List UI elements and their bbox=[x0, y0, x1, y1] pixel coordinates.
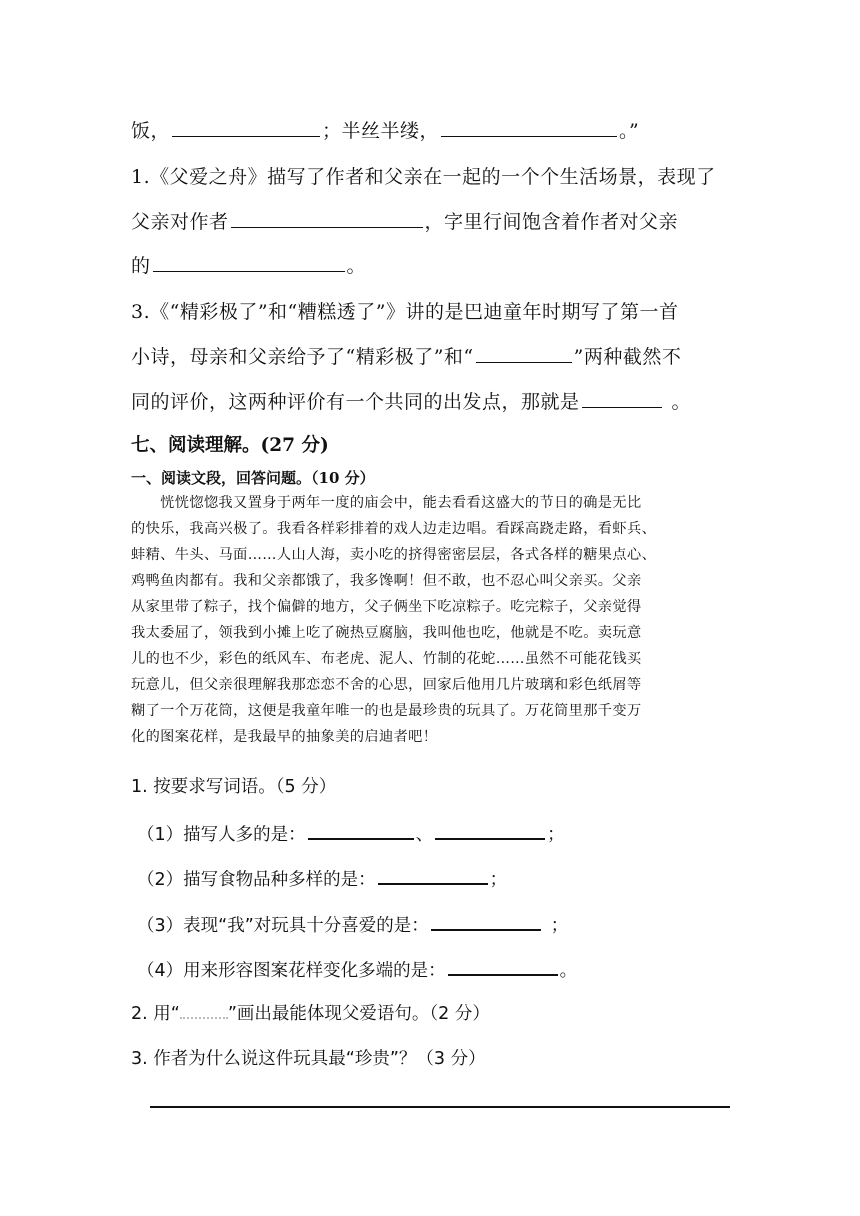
q1-line3 bbox=[131, 251, 366, 278]
question-3: 3. 作者为什么说这件玩具最“珍贵”？（3 分） bbox=[131, 1049, 486, 1069]
q1-1-sep: 、 bbox=[415, 825, 434, 845]
text-end-quote: 。” bbox=[619, 120, 640, 142]
q1-3-blank[interactable] bbox=[431, 911, 541, 931]
q1-3-end: ； bbox=[550, 916, 569, 936]
passage-line: 玩意儿，但父亲很理解我那恋恋不舍的心思，回家后他用几片玻璃和彩色纸屑等 bbox=[131, 677, 642, 693]
q1-2-end: ； bbox=[489, 870, 508, 890]
q3-line2-text-b: ”两种截然不 bbox=[573, 346, 682, 368]
passage-line: 我太委屈了，领我到小摊上吃了碗热豆腐脑，我叫他也吃，他就是不吃。卖玩意 bbox=[131, 625, 642, 641]
passage-line: 恍恍惚惚我又置身于两年一度的庙会中，能去看看这盛大的节日的确是无比 bbox=[131, 495, 642, 511]
section-title: 七、阅读理解。(27 分) bbox=[131, 435, 329, 456]
q3-line3 bbox=[131, 387, 691, 414]
wavy-underline-icon bbox=[180, 1003, 228, 1019]
text-fan: 饭， bbox=[131, 120, 171, 142]
q1-blank-2[interactable] bbox=[153, 253, 345, 272]
q1-line2-text-a: 父亲对作者 bbox=[131, 211, 229, 233]
passage-line: 儿的也不少，彩色的纸风车、布老虎、泥人、竹制的花蛇……虽然不可能花钱买 bbox=[131, 651, 642, 667]
question-2-text-b: ”画出最能体现父爱语句。（2 分） bbox=[227, 1004, 490, 1024]
q3-line3-text-b: 。 bbox=[671, 391, 692, 413]
q1-1-blank-a[interactable] bbox=[308, 820, 414, 840]
blank-1[interactable] bbox=[172, 118, 320, 137]
q3-line2-text-a: 小诗，母亲和父亲给予了“精彩极了”和“ bbox=[131, 346, 474, 368]
question-1-4 bbox=[137, 956, 577, 982]
q1-4-end: 。 bbox=[559, 961, 578, 981]
q1-line2 bbox=[131, 207, 678, 234]
question-1-3-text: （3）表现“我”对玩具十分喜爱的是： bbox=[137, 916, 429, 936]
q1-2-blank[interactable] bbox=[378, 865, 488, 885]
question-1-3 bbox=[137, 911, 568, 937]
q3-blank-2[interactable] bbox=[582, 389, 662, 408]
q1-1-end: ； bbox=[547, 825, 565, 845]
question-1-1 bbox=[137, 820, 565, 846]
passage-line: 从家里带了粽子，找个偏僻的地方，父子俩坐下吃凉粽子。吃完粽子，父亲觉得 bbox=[131, 599, 642, 615]
passage-line: 的快乐，我高兴极了。我看各样彩排着的戏人边走边唱。看踩高跷走路，看虾兵、 bbox=[131, 521, 657, 537]
q3-blank-1[interactable] bbox=[476, 344, 572, 363]
question-2 bbox=[131, 1000, 490, 1025]
question-1-2 bbox=[137, 865, 507, 891]
question-1-1-text: （1）描写人多的是： bbox=[137, 825, 306, 845]
q3-line2 bbox=[131, 342, 681, 369]
fill-line-top bbox=[131, 116, 639, 143]
q1-line3-text-b: 。 bbox=[346, 255, 367, 277]
q3-line3-text-a: 同的评价，这两种评价有一个共同的出发点，那就是 bbox=[131, 391, 580, 413]
question-1-4-text: （4）用来形容图案花样变化多端的是： bbox=[137, 961, 446, 981]
passage-line: 蚌精、牛头、马面……人山人海，卖小吃的挤得密密层层，各式各样的糖果点心、 bbox=[131, 547, 657, 563]
passage-line: 鸡鸭鱼肉都有。我和父亲都饿了，我多馋啊！但不敢，也不忍心叫父亲买。父亲 bbox=[131, 573, 642, 589]
passage-line: 糊了一个万花筒，这便是我童年唯一的也是最珍贵的玩具了。万花筒里那千变万 bbox=[131, 703, 642, 719]
q1-line3-text-a: 的 bbox=[131, 255, 151, 277]
answer-line[interactable] bbox=[150, 1106, 730, 1108]
q1-blank-1[interactable] bbox=[231, 209, 423, 228]
text-bansi: ；半丝半缕， bbox=[322, 120, 440, 142]
q1-line2-text-b: ，字里行间饱含着作者对父亲 bbox=[424, 211, 679, 233]
q3-line1: 3.《“精彩极了”和“糟糕透了”》讲的是巴迪童年时期写了第一首 bbox=[131, 301, 679, 323]
blank-2[interactable] bbox=[441, 118, 617, 137]
section-subtitle: 一、阅读文段，回答问题。（10 分） bbox=[131, 469, 375, 487]
q1-1-blank-b[interactable] bbox=[435, 820, 545, 840]
passage-line: 化的图案花样，是我最早的抽象美的启迪者吧！ bbox=[131, 729, 438, 745]
question-2-text-a: 2. 用“ bbox=[131, 1004, 180, 1024]
q1-line1: 1.《父爱之舟》描写了作者和父亲在一起的一个个生活场景，表现了 bbox=[131, 166, 716, 188]
question-1-title: 1. 按要求写词语。（5 分） bbox=[131, 777, 337, 797]
q1-4-blank[interactable] bbox=[448, 956, 558, 976]
question-1-2-text: （2）描写食物品种多样的是： bbox=[137, 870, 376, 890]
